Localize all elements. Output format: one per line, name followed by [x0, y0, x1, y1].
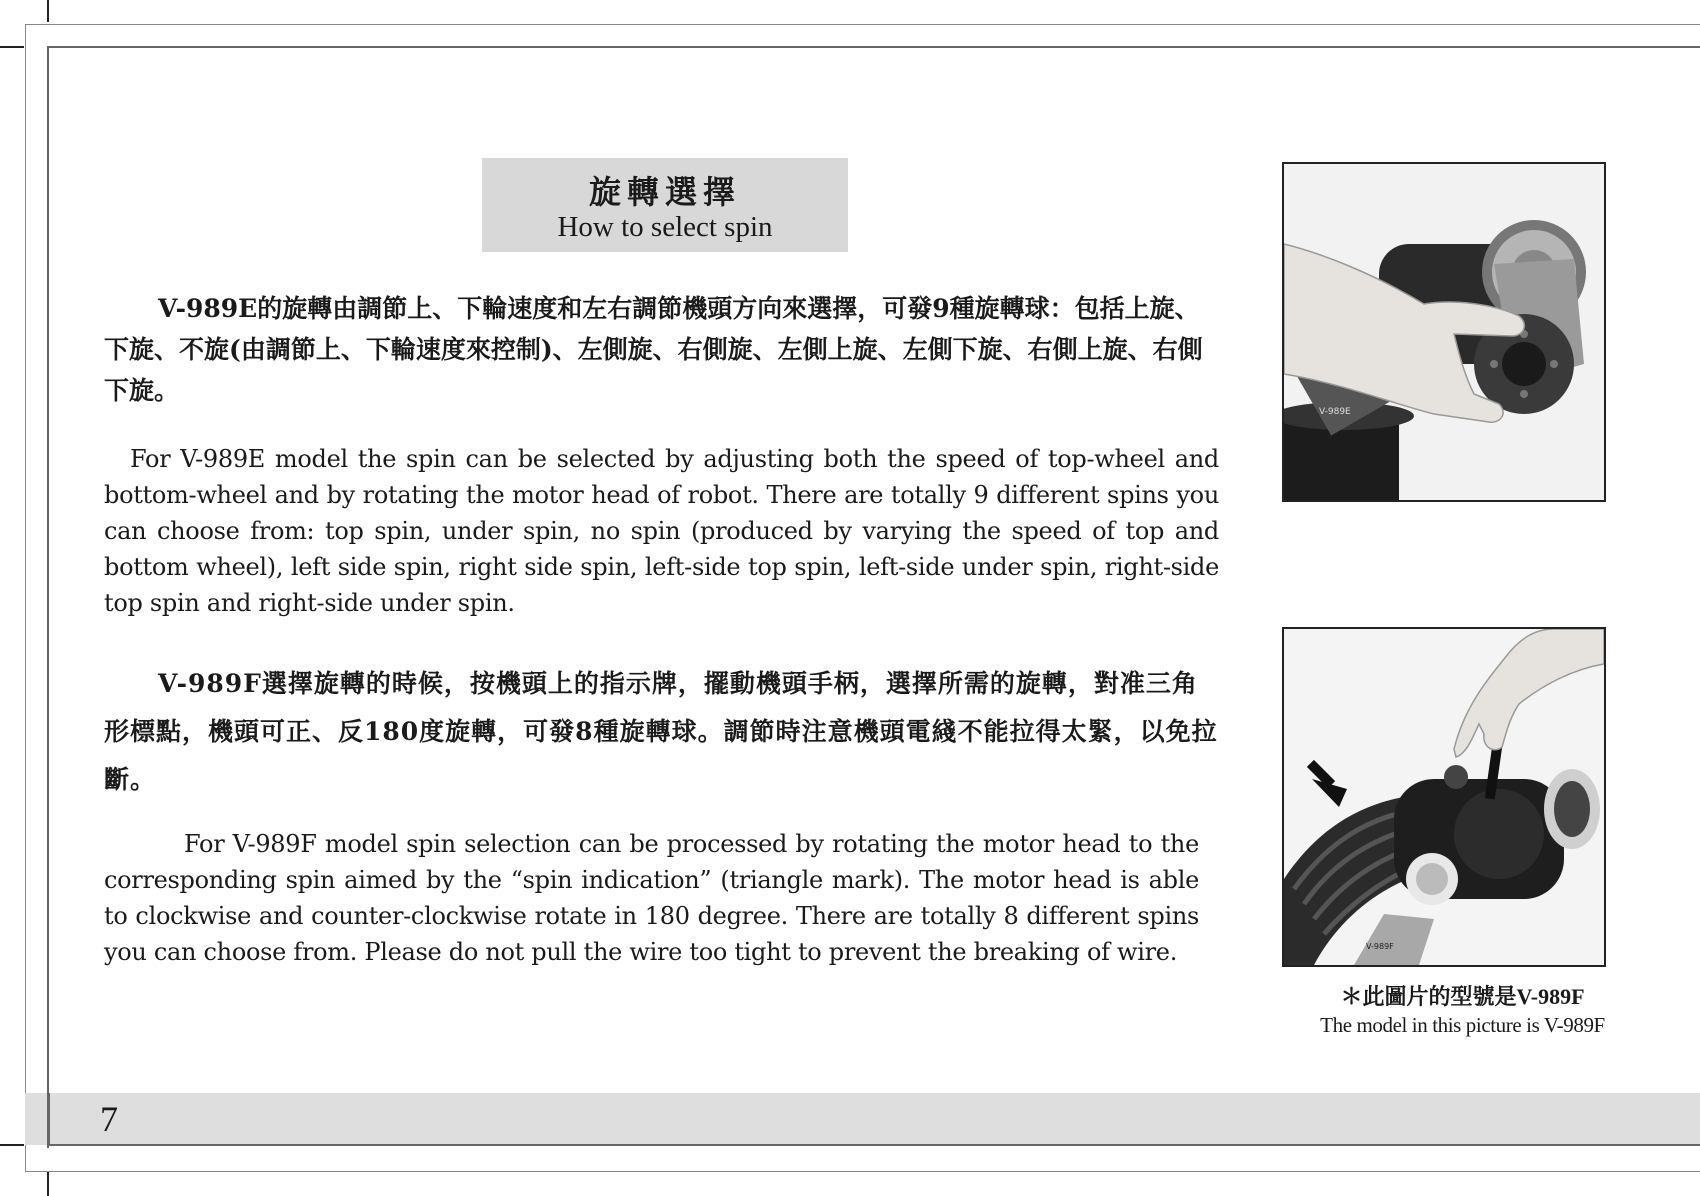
page-number: 7 — [100, 1099, 118, 1139]
robot-f-illustration — [1284, 629, 1604, 965]
crop-mark — [0, 1144, 24, 1146]
photo-motor-head-e — [1282, 162, 1606, 502]
crop-mark — [47, 0, 49, 22]
robot-e-illustration — [1284, 164, 1604, 500]
photo-caption — [1280, 982, 1645, 1038]
section-title — [482, 158, 848, 252]
paragraph-f-english: For V-989F model spin selection can be processed by rotating the motor head to the corresponding spin aimed by the “spin indication” (triangle mark). The motor head is able to clockwise and counter-clockwise rotate in 180 degree. There are totally 8 different spins you can choose from. Please do not pull the wire too tight to prevent the breaking of wire. — [104, 830, 1199, 966]
paragraph-e-chinese: V-989E的旋轉由調節上、下輪速度和左右調節機頭方向來選擇，可發9種旋轉球：包括上旋、下旋、不旋(由調節上、下輪速度來控制)、左側旋、右側旋、左側上旋、左側下旋、右側上旋、右側下旋。 — [104, 294, 1203, 405]
paragraph-e-english: For V-989E model the spin can be selected by adjusting both the speed of top-wheel and bottom-wheel and by rotating the motor head of robot. There are totally 9 different spins you can choose from: top spin, under spin, no spin (produced by varying the speed of top and bottom wheel), left side spin, right side spin, left-side top spin, left-side under spin, right-side top spin and right-side under spin. — [104, 445, 1219, 617]
robot-label-f: V-989F — [1366, 942, 1394, 951]
caption-chinese: ＊此圖片的型號是V-989F — [1340, 984, 1585, 1009]
title-english: How to select spin — [557, 211, 773, 243]
caption-english: The model in this picture is V-989F — [1320, 1013, 1605, 1037]
title-chinese: 旋轉選擇 — [588, 173, 741, 211]
paragraph-f-chinese: V-989F選擇旋轉的時候，按機頭上的指示牌，擺動機頭手柄，選擇所需的旋轉，對准三角形標點，機頭可正、反180度旋轉，可發8種旋轉球。調節時注意機頭電綫不能拉得太緊，以免拉斷。 — [104, 669, 1218, 794]
photo-motor-head-f — [1282, 627, 1606, 967]
robot-label-e: V-989E — [1319, 407, 1351, 417]
crop-mark — [47, 1172, 49, 1196]
crop-mark — [0, 46, 24, 48]
footer-frame — [48, 1093, 1700, 1146]
